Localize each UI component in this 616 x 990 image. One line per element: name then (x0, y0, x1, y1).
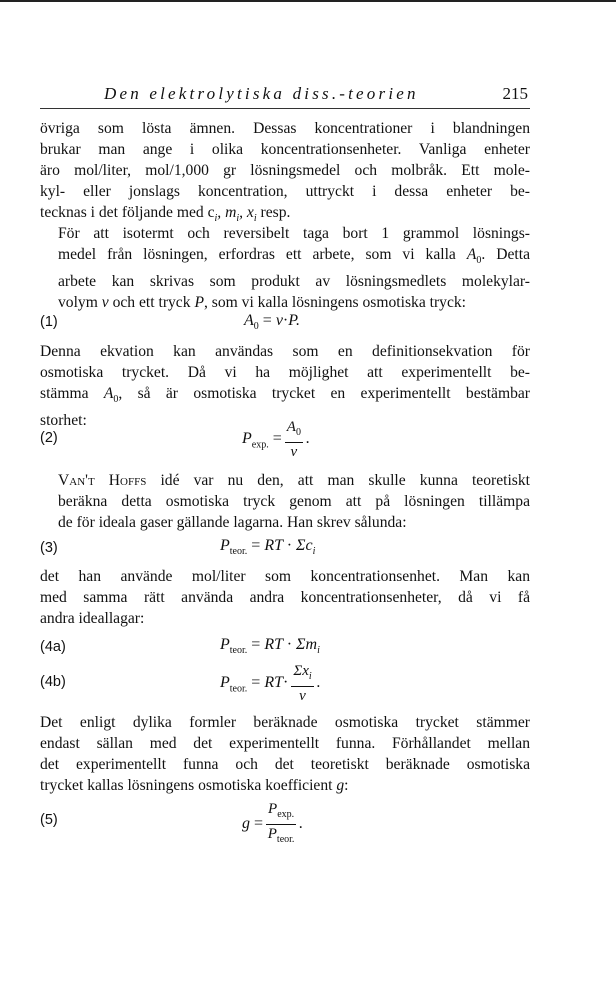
page-number: 215 (502, 84, 528, 103)
text-line: beräkna detta osmotiska tryck genom att på lösningen tillämpa (58, 493, 530, 510)
text-line: äro mol/liter, mol/1,000 gr lösningsmedel och molbråk. Ett mole- (40, 162, 530, 179)
text-line: brukar man ange i olika koncentrationsenheter. Vanliga enheter (40, 141, 530, 158)
text-line: storhet: (40, 412, 87, 430)
text-line: tecknas i det följande med $c_i$, $m_i$, $x_i$ resp. (40, 204, 291, 225)
text-line: övriga som lösta ämnen. Dessas koncentrationer i blandningen (40, 120, 530, 137)
running-header (40, 84, 530, 109)
equation-body: $A_0 = v\cdot P$. (244, 312, 300, 333)
text-line: med samma rätt använda andra koncentrationsenheter, då vi få (40, 589, 530, 606)
text-line: Denna ekvation kan användas som en definitionsekvation för (40, 343, 530, 360)
text-line: volym v och ett tryck P, som vi kalla lösningens osmotiska tryck: (58, 294, 467, 312)
equation-label: (1) (40, 314, 58, 330)
text-line: medel från lösningen, erfordras ett arbete, som vi kalla $A_0$. Detta (58, 246, 530, 267)
equation-body: g = $\frac{P_{exp.}}{P_{teor.}}$ . (242, 801, 304, 845)
paragraph-4 (40, 470, 530, 533)
equation-body: $P_{teor.} = RT\cdot$ $\frac{\Sigma x_i}{v}$ . (220, 663, 321, 704)
equation-body: $P_{exp.}$ = $\frac{A_0}{v}$ . (242, 419, 310, 460)
text-line: arbete kan skrivas som produkt av lösningsmedlets molekylar- (58, 273, 530, 291)
paragraph-5 (40, 566, 530, 629)
text-line: trycket kallas lösningens osmotiska koefficient g: (40, 777, 349, 794)
equation-label: (5) (40, 812, 58, 828)
text-line: stämma $A_0$, så är osmotiska trycket en experimentellt bestämbar (40, 385, 530, 406)
paragraph-2 (40, 223, 530, 313)
text-line: endast sällan med det experimentellt funna. Förhållandet mellan (40, 735, 530, 752)
equation-body: $P_{teor.}$ = RT · $\Sigma c_i$ (220, 537, 316, 558)
equation-label: (4a) (40, 639, 66, 655)
equation-label: (3) (40, 540, 58, 556)
text-line: Van't Hoffs idé var nu den, att man skulle kunna teoretiskt (58, 472, 531, 489)
text-line: de för ideala gaser gällande lagarna. Han skrev sålunda: (58, 514, 407, 531)
text-line: osmotiska trycket. Då vi ha möjlighet att experimentellt be- (40, 364, 530, 381)
equation-2 (40, 418, 530, 462)
text-line: det han använde mol/liter som koncentrationsenhet. Man kan (40, 568, 530, 585)
text-line: kyl- eller jonslags koncentration, uttryckt i dessa enheter be- (40, 183, 530, 200)
paragraph-1 (40, 118, 530, 229)
equation-label: (4b) (40, 674, 66, 690)
text-line: andra ideallagar: (40, 610, 145, 627)
text-line: det experimentellt funna och det teoretiskt beräknade osmotiska (40, 756, 530, 773)
text-line: Det enligt dylika formler beräknade osmotiska trycket stämmer (40, 714, 530, 731)
equation-4b (40, 662, 530, 708)
equation-5 (40, 800, 530, 846)
equation-body: $P_{teor.}$ = RT · $\Sigma m_i$ (220, 636, 320, 657)
equation-label: (2) (40, 430, 58, 446)
paragraph-6 (40, 712, 530, 796)
running-title: Den elektrolytiska diss.-teorien (104, 84, 419, 103)
text-line: För att isotermt och reversibelt taga bort 1 grammol lösnings- (58, 225, 530, 242)
top-rule (0, 0, 616, 2)
